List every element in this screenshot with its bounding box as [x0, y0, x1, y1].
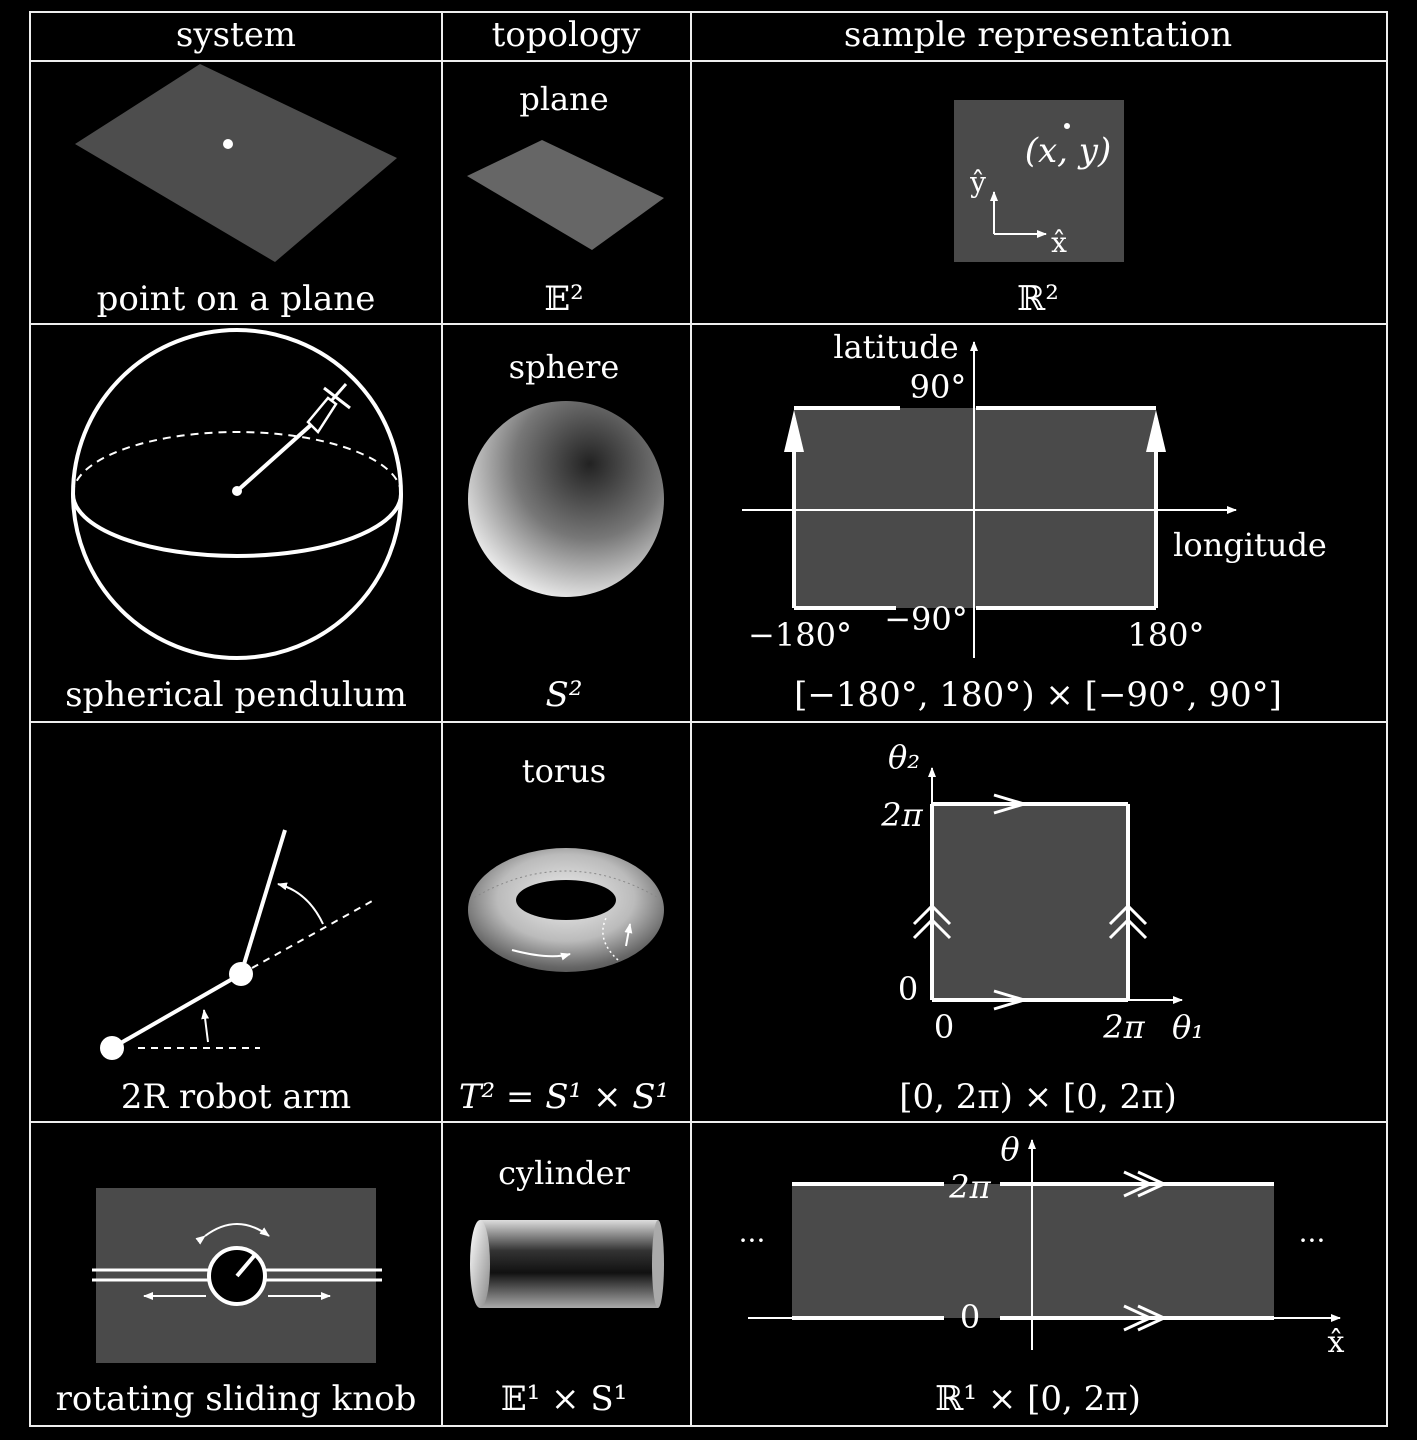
- row-point-on-plane: [75, 64, 1124, 319]
- y-zero-label: 0: [897, 970, 919, 1008]
- representation-label: ℝ²: [1017, 279, 1059, 319]
- x-unit-label: x̂: [1327, 1325, 1345, 1360]
- ellipsis-right: ···: [1298, 1224, 1326, 1257]
- point-marker: [223, 139, 233, 149]
- topology-name: cylinder: [498, 1154, 630, 1192]
- theta-label: θ: [1000, 1130, 1020, 1168]
- cylinder-icon: [470, 1220, 664, 1308]
- link-1: [112, 974, 241, 1048]
- topology-symbol: 𝔼¹ × S¹: [500, 1379, 628, 1419]
- topology-symbol: T² = S¹ × S¹: [458, 1077, 670, 1117]
- row-rotating-sliding-knob: [56, 1130, 1345, 1419]
- lon-left-label: −180°: [748, 616, 852, 654]
- lat-bottom-label: −90°: [884, 600, 968, 638]
- representation-label: [−180°, 180°) × [−90°, 90°]: [794, 675, 1282, 715]
- topology-name: sphere: [508, 348, 620, 386]
- topology-symbol: S²: [545, 675, 583, 715]
- row-2r-robot-arm: [100, 738, 1204, 1117]
- lon-right-label: 180°: [1127, 616, 1205, 654]
- equator-front: [73, 494, 401, 556]
- topology-name: plane: [519, 80, 609, 118]
- reference-line-2: [252, 900, 374, 968]
- system-label: rotating sliding knob: [55, 1379, 417, 1419]
- system-label: spherical pendulum: [65, 675, 407, 715]
- row-spherical-pendulum: [65, 328, 1327, 715]
- x-zero-label: 0: [933, 1008, 955, 1046]
- header-topology: topology: [491, 15, 641, 55]
- top-2pi-label: 2π: [949, 1168, 991, 1206]
- theta1-label: θ₁: [1171, 1008, 1205, 1046]
- y-2pi-label: 2π: [881, 796, 923, 834]
- bottom-zero-label: 0: [959, 1298, 981, 1336]
- plane-surface: [75, 64, 397, 262]
- torus-icon: [468, 848, 664, 972]
- header-sample-representation: sample representation: [843, 15, 1233, 55]
- system-label: 2R robot arm: [120, 1077, 352, 1117]
- equator-back: [73, 432, 401, 494]
- plane-icon: [467, 140, 664, 250]
- system-label: point on a plane: [96, 279, 376, 319]
- y-unit-label: ŷ: [970, 166, 986, 199]
- point-coordinate-label: (x, y): [1024, 131, 1112, 171]
- longitude-label: longitude: [1173, 526, 1327, 564]
- angle-arrow-2: [278, 884, 323, 924]
- theta2-label: θ₂: [887, 738, 921, 776]
- x-unit-label: x̂: [1051, 226, 1067, 259]
- topology-symbol: 𝔼²: [544, 279, 584, 319]
- representation-label: [0, 2π) × [0, 2π): [899, 1077, 1177, 1117]
- joint-2: [229, 962, 253, 986]
- header-system: system: [175, 15, 297, 55]
- x-2pi-label: 2π: [1103, 1008, 1145, 1046]
- angle-arrow-1: [204, 1010, 208, 1042]
- point-marker: [1064, 123, 1070, 129]
- ellipsis-left: ···: [738, 1224, 766, 1257]
- topology-name: torus: [521, 752, 607, 790]
- representation-square: [932, 804, 1128, 1000]
- latitude-label: latitude: [833, 328, 959, 366]
- pendulum-bob: [308, 398, 336, 432]
- sphere-icon: [468, 401, 664, 597]
- representation-label: ℝ¹ × [0, 2π): [935, 1379, 1141, 1419]
- lat-top-label: 90°: [909, 368, 967, 406]
- joint-1: [100, 1036, 124, 1060]
